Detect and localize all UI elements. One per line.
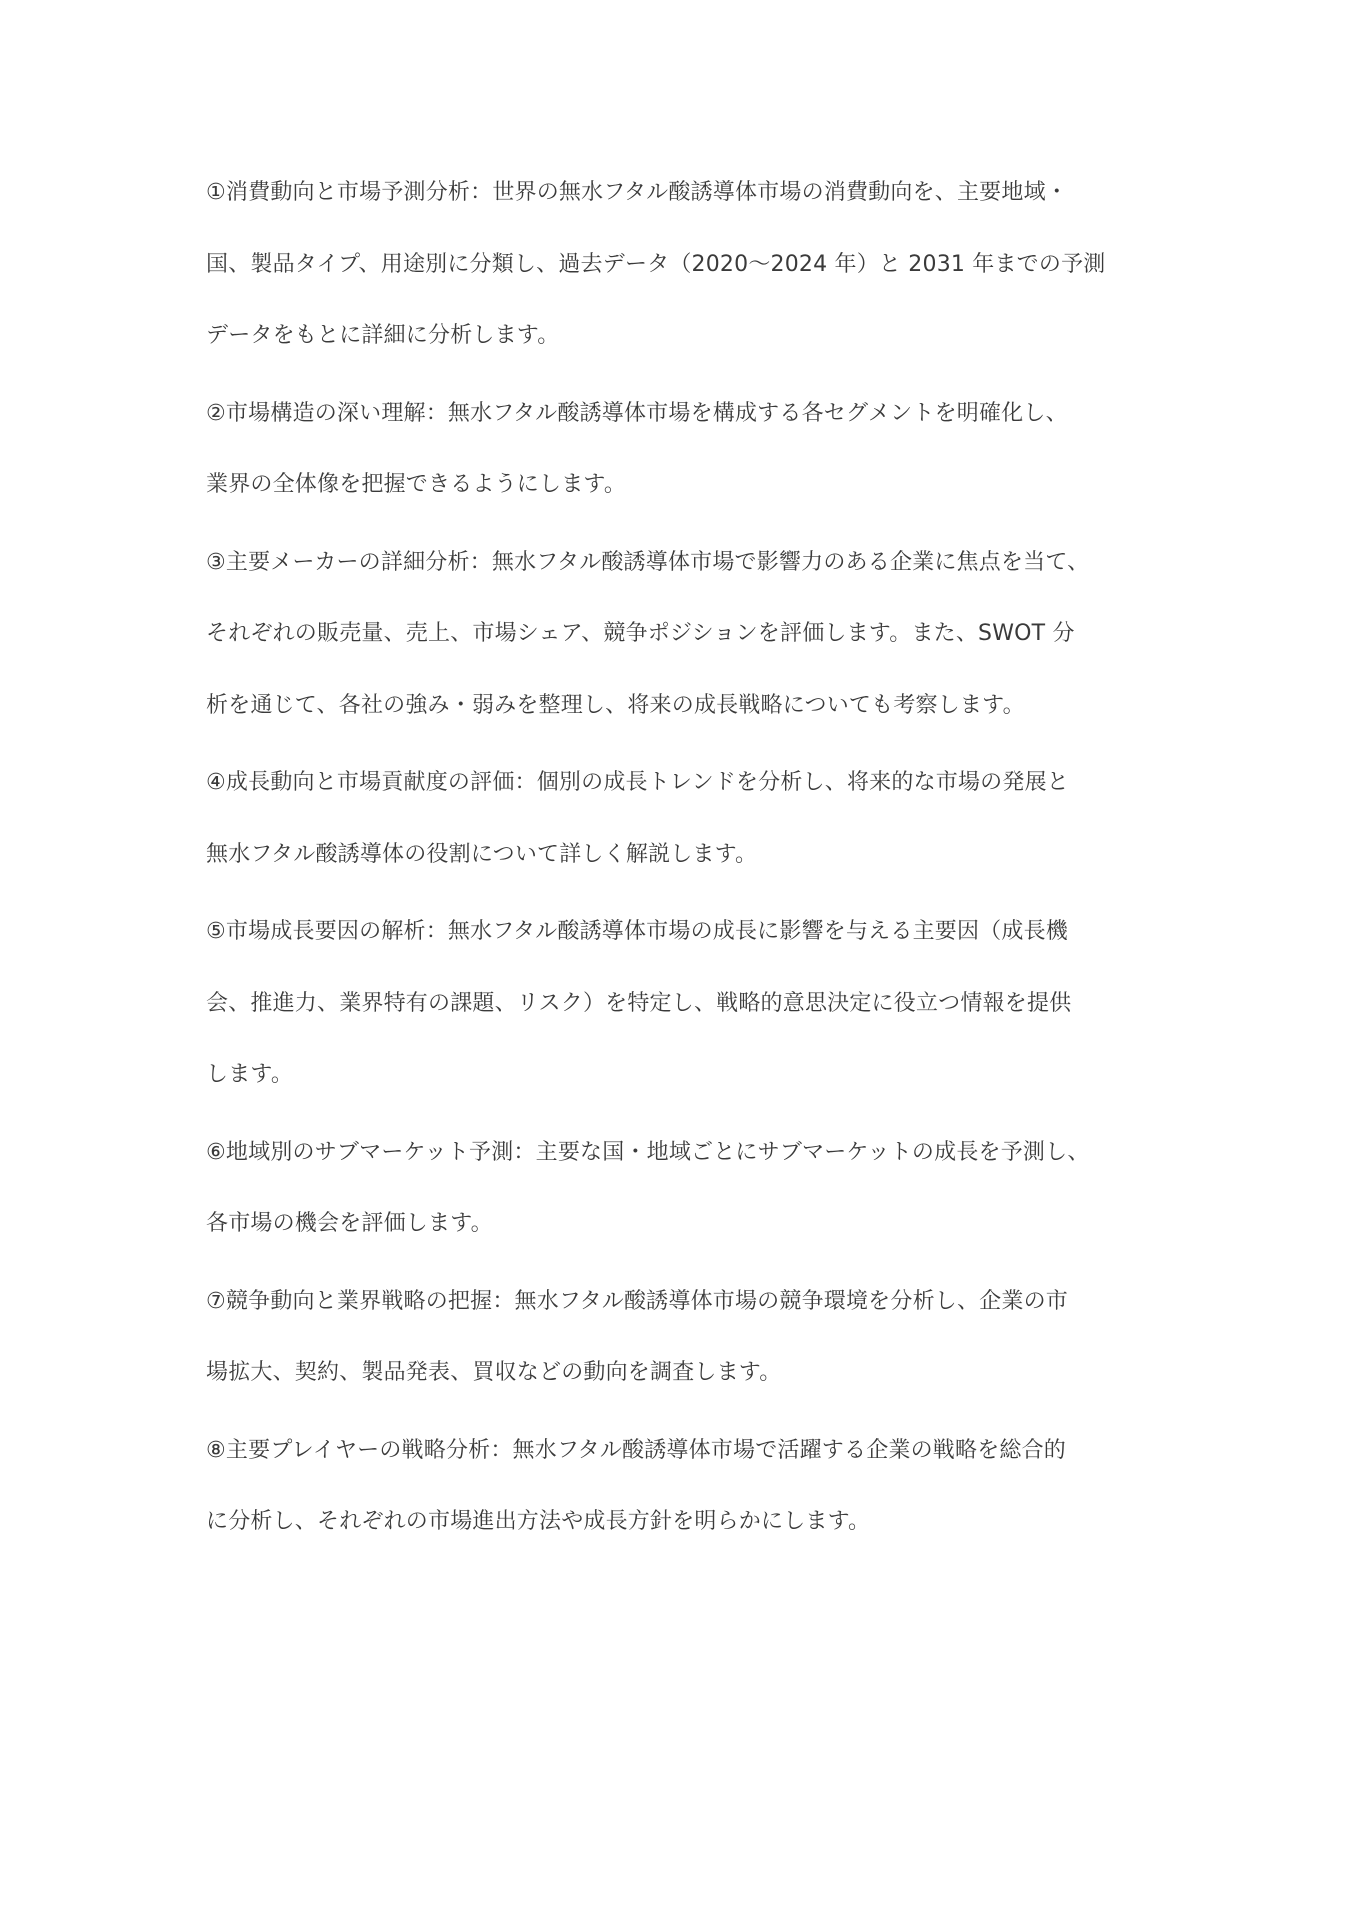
- paragraph-line: ④成長動向と市場貢献度の評価：個別の成長トレンドを分析し、将来的な市場の発展と: [206, 770, 1069, 795]
- paragraph-line: ⑥地域別のサブマーケット予測：主要な国・地域ごとにサブマーケットの成長を予測し、: [206, 1139, 1090, 1165]
- paragraph-line: ⑤市場成長要因の解析：無水フタル酸誘導体市場の成長に影響を与える主要因（成長機: [206, 919, 1068, 944]
- paragraph-1: [206, 180, 1166, 395]
- paragraph-8: [206, 1438, 1166, 1581]
- paragraph-7: [206, 1289, 1166, 1432]
- paragraph-line: ②市場構造の深い理解：無水フタル酸誘導体市場を構成する各セグメントを明確化し、: [206, 400, 1068, 426]
- paragraph-3: [206, 550, 1166, 765]
- paragraph-4: [206, 770, 1166, 913]
- paragraph-line: データをもとに詳細に分析します。: [206, 323, 560, 348]
- paragraph-line: ①消費動向と市場予測分析：世界の無水フタル酸誘導体市場の消費動向を、主要地域・: [206, 180, 1068, 205]
- document-body: [206, 180, 1166, 1587]
- paragraph-line: 無水フタル酸誘導体の役割について詳しく解説します。: [206, 841, 758, 867]
- paragraph-line: ⑧主要プレイヤーの戦略分析：無水フタル酸誘導体市場で活躍する企業の戦略を総合的: [206, 1437, 1067, 1463]
- paragraph-line: 国、製品タイプ、用途別に分類し、過去データ（2020～2024 年）と 2031 年までの予測: [206, 251, 1106, 277]
- paragraph-line: します。: [206, 1062, 294, 1087]
- paragraph-6: [206, 1140, 1166, 1283]
- paragraph-line: 析を通じて、各社の強み・弱みを整理し、将来の成長戦略についても考察します。: [206, 692, 1025, 718]
- paragraph-line: ⑦競争動向と業界戦略の把握：無水フタル酸誘導体市場の競争環境を分析し、企業の市: [206, 1288, 1068, 1314]
- paragraph-line: それぞれの販売量、売上、市場シェア、競争ポジションを評価します。また、SWOT 分: [206, 621, 1075, 646]
- paragraph-2: [206, 401, 1166, 544]
- paragraph-line: 各市場の機会を評価します。: [206, 1211, 493, 1236]
- paragraph-line: 会、推進力、業界特有の課題、リスク）を特定し、戦略的意思決定に役立つ情報を提供: [206, 990, 1072, 1016]
- paragraph-5: [206, 919, 1166, 1134]
- paragraph-line: ③主要メーカーの詳細分析：無水フタル酸誘導体市場で影響力のある企業に焦点を当て、: [206, 549, 1090, 575]
- paragraph-line: 業界の全体像を把握できるようにします。: [206, 472, 627, 497]
- paragraph-line: に分析し、それぞれの市場進出方法や成長方針を明らかにします。: [206, 1509, 871, 1534]
- paragraph-line: 場拡大、契約、製品発表、買収などの動向を調査します。: [206, 1360, 782, 1385]
